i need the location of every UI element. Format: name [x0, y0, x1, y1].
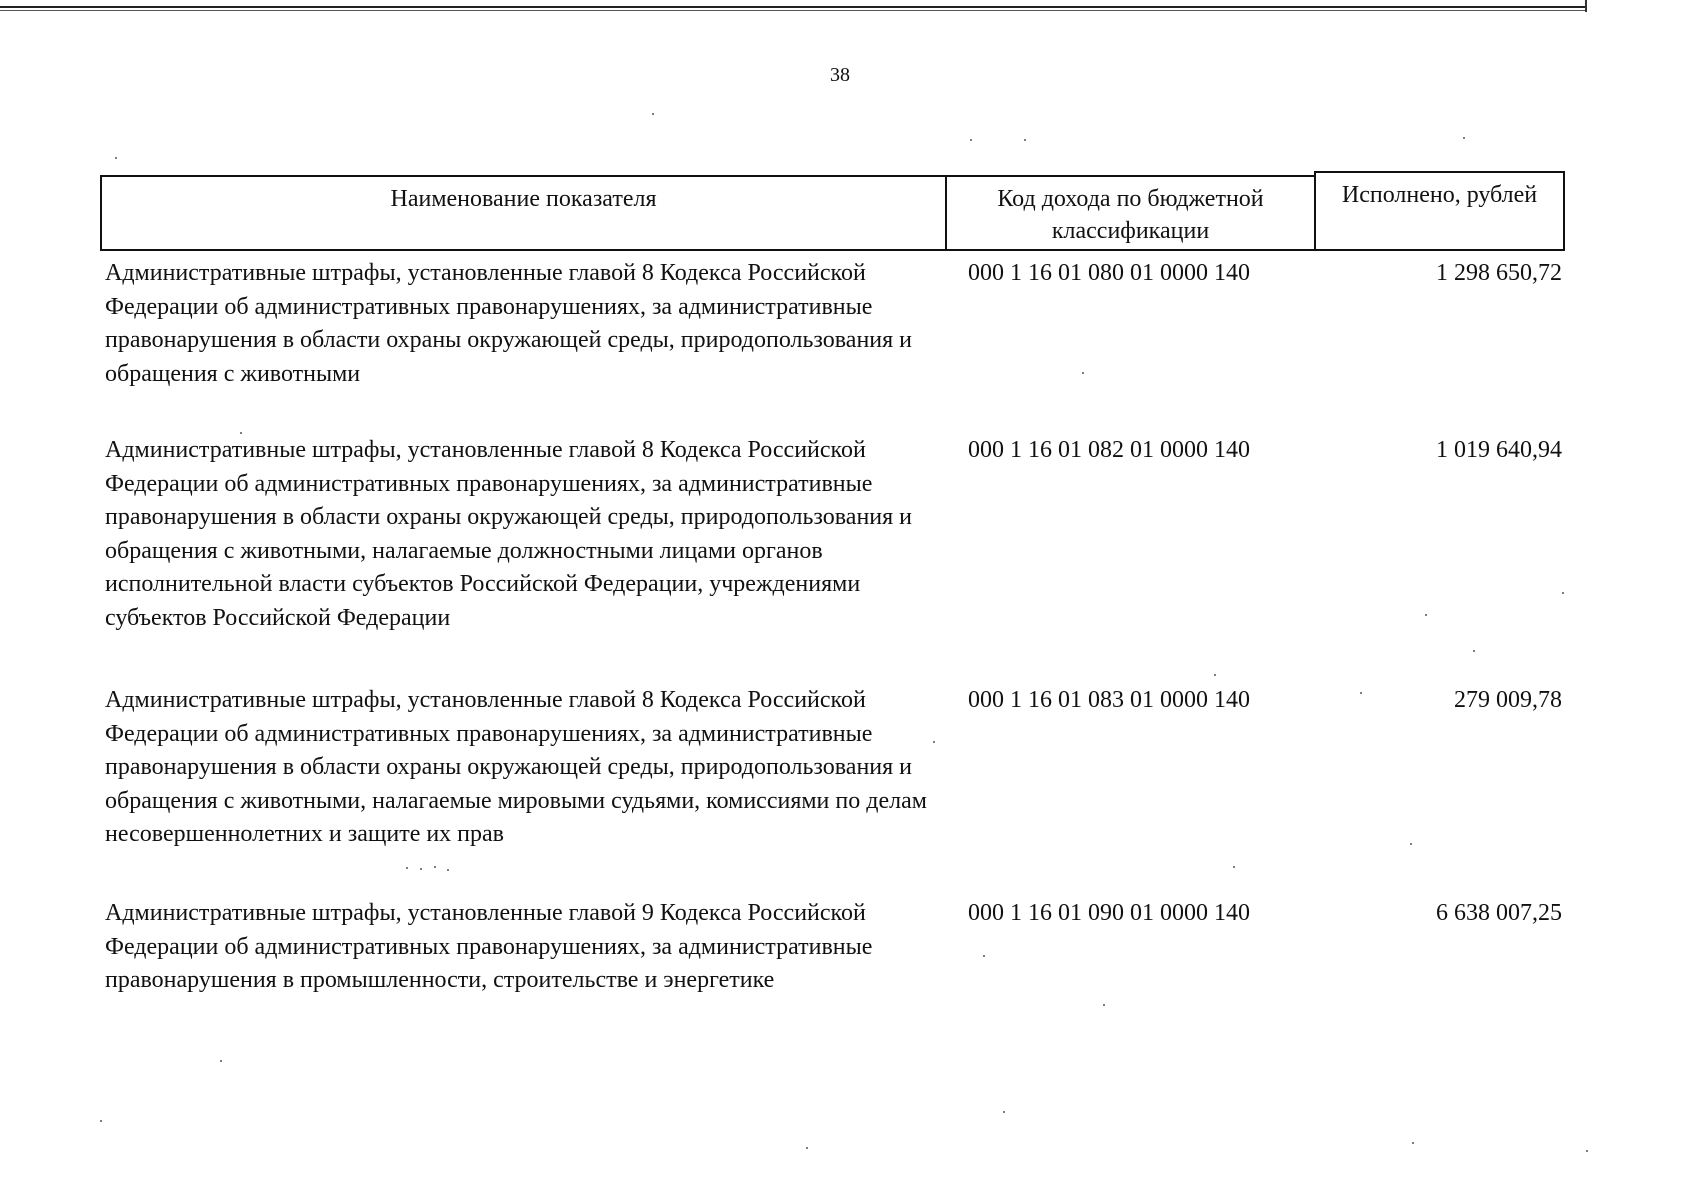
row-budget-code: 000 1 16 01 090 01 0000 140: [968, 900, 1250, 926]
row-executed-amount: 1 298 650,72: [1436, 260, 1562, 286]
row-indicator-name: Административные штрафы, установленные главой 9 Кодекса Российской Федерации об административных правонарушениях, за административные правонарушения в промышленности, строительстве и энергетике: [105, 900, 873, 994]
page-number: 38: [830, 64, 850, 86]
row-budget-code: 000 1 16 01 082 01 0000 140: [968, 437, 1250, 463]
row-indicator-name: Административные штрафы, установленные главой 8 Кодекса Российской Федерации об административных правонарушениях, за административные правонарушения в области охраны окружающей среды, природопользования и обращения с животными, налагаемые должностными лицами органов исполнительной власти субъектов Российской Федерации, учреждениями субъектов Российской Федерации: [105, 437, 913, 631]
row-budget-code: 000 1 16 01 080 01 0000 140: [968, 260, 1250, 286]
scan-top-border: [0, 6, 1585, 8]
row-executed-amount: 6 638 007,25: [1436, 900, 1562, 926]
row-executed-amount: 1 019 640,94: [1436, 437, 1562, 463]
header-executed-amount: Исполнено, рублей: [1314, 171, 1565, 251]
row-indicator-name: Административные штрафы, установленные главой 8 Кодекса Российской Федерации об административных правонарушениях, за административные правонарушения в области охраны окружающей среды, природопользования и обращения с животными, налагаемые мировыми судьями, комиссиями по делам несовершеннолетних и защите их прав: [105, 687, 927, 848]
row-indicator-name: Административные штрафы, установленные главой 8 Кодекса Российской Федерации об административных правонарушениях, за административные правонарушения в области охраны окружающей среды, природопользования и обращения с животными: [105, 260, 913, 387]
header-budget-code: Код дохода по бюджетной классификации: [945, 175, 1314, 251]
scan-right-edge: [1585, 0, 1587, 12]
header-indicator-name: Наименование показателя: [100, 175, 945, 251]
scan-top-border-inner: [0, 10, 1585, 11]
revenue-table: [100, 175, 1565, 994]
row-budget-code: 000 1 16 01 083 01 0000 140: [968, 687, 1250, 713]
table-header: [100, 175, 1565, 253]
row-executed-amount: 279 009,78: [1454, 687, 1562, 713]
